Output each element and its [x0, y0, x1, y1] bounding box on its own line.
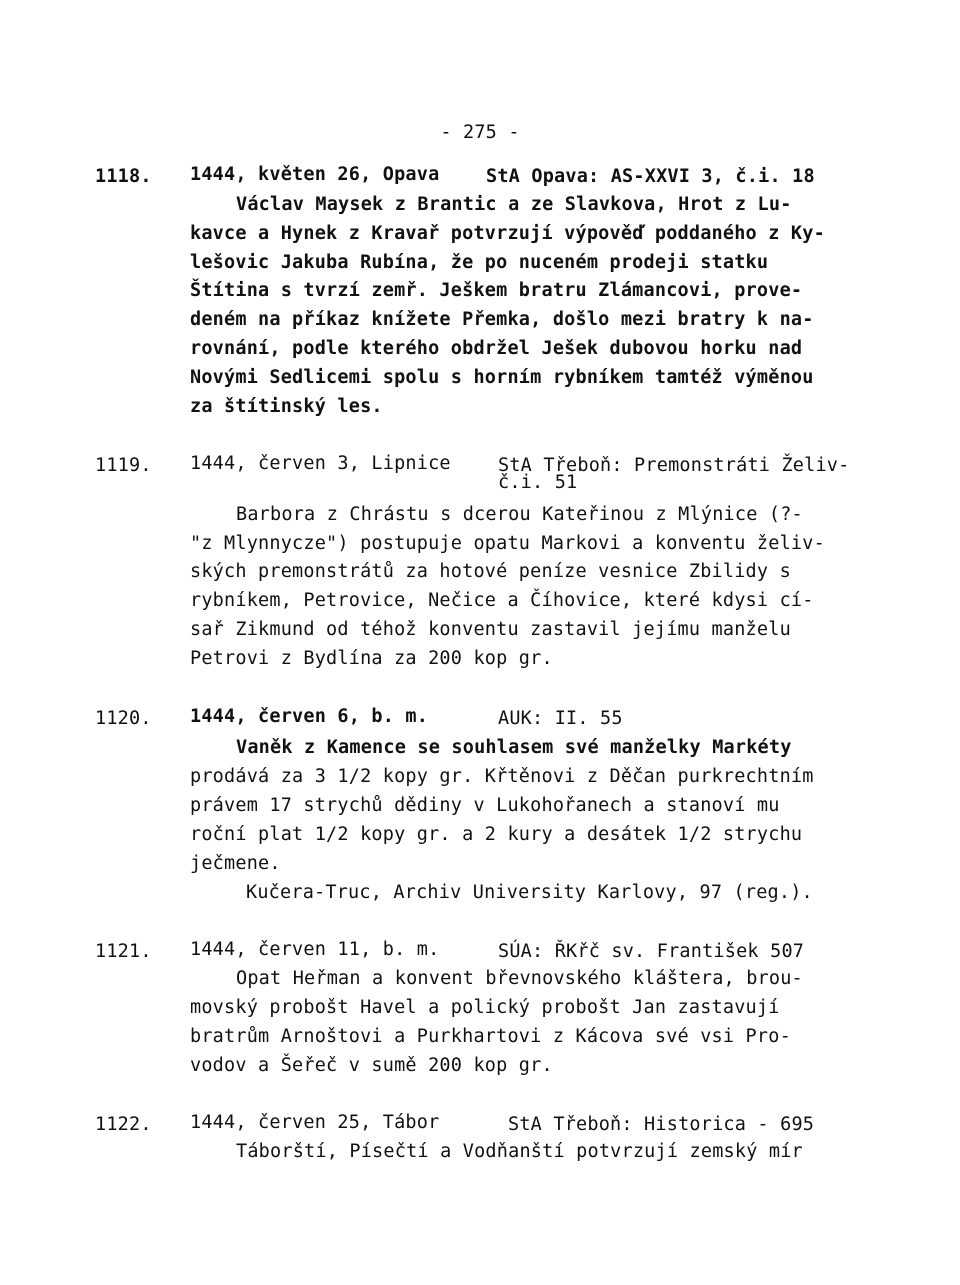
entry-date-place: 1444, červen 11, b. m. — [190, 939, 440, 960]
entry-text-line: Táborští, Písečtí a Vodňanští potvrzují zemský mír — [236, 1141, 803, 1162]
entry-text-line: Vaněk z Kamence se souhlasem své manželky Markéty — [236, 737, 792, 758]
entry-text-line: Opat Heřman a konvent břevnovského kláštera, brou- — [236, 968, 803, 989]
entry-text-line: bratrům Arnoštovi a Purkhartovi z Kácova své vsi Pro- — [190, 1026, 791, 1047]
entry-text-line: právem 17 strychů dědiny v Lukohořanech a stanoví mu — [190, 795, 780, 816]
entry-text-line: Štítina s tvrzí zemř. Ješkem bratru Zlámancovi, prove- — [190, 280, 803, 301]
entry-text-line: prodává za 3 1/2 kopy gr. Křtěnovi z Děčan purkrechtním — [190, 766, 814, 787]
entry-source: StA Opava: AS-XXVI 3, č.i. 18 — [486, 166, 815, 187]
entry-source: SÚA: ŘKřč sv. František 507 — [498, 941, 805, 962]
entry-text-line: Václav Maysek z Brantic a ze Slavkova, Hrot z Lu- — [236, 194, 792, 215]
entry-number: 1122. — [95, 1114, 152, 1135]
entry-date-place: 1444, květen 26, Opava — [190, 164, 440, 185]
entry-number: 1121. — [95, 941, 152, 962]
entry-text-line: deném na příkaz knížete Přemka, došlo mezi bratry k na- — [190, 309, 814, 330]
entry-date-place: 1444, červen 3, Lipnice — [190, 453, 451, 474]
entry-source: StA Třeboň: Historica - 695 — [508, 1114, 815, 1135]
entry-source: StA Třeboň: Premonstráti Želiv- — [498, 455, 850, 476]
entry-number: 1119. — [95, 455, 152, 476]
entry-date-place: 1444, červen 6, b. m. — [190, 706, 429, 727]
entry-text-line: Petrovi z Bydlína za 200 kop gr. — [190, 648, 553, 669]
entry-source-cont: č.i. 51 — [498, 472, 578, 493]
entry-text-line: vodov a Šeřeč v sumě 200 kop gr. — [190, 1055, 553, 1076]
entry-source: AUK: II. 55 — [498, 708, 623, 729]
entry-text-line: lešovic Jakuba Rubína, že po nuceném prodeji statku — [190, 252, 769, 273]
entry-text-line: za štítinský les. — [190, 396, 383, 417]
entry-text-line: roční plat 1/2 kopy gr. a 2 kury a desátek 1/2 strychu — [190, 824, 803, 845]
page-number: - 275 - — [440, 122, 520, 143]
entry-text-line: kavce a Hynek z Kravař potvrzují výpověď poddaného z Ky- — [190, 223, 825, 244]
entry-text-line: ských premonstrátů za hotové peníze vesnice Zbilidy s — [190, 561, 791, 582]
entry-citation: Kučera-Truc, Archiv University Karlovy, 97 (reg.). — [246, 882, 813, 903]
entry-text-line: ječmene. — [190, 853, 281, 874]
entry-text-line: rovnání, podle kterého obdržel Ješek dubovou horku nad — [190, 338, 803, 359]
entry-number: 1120. — [95, 708, 152, 729]
entry-text-line: "z Mlynnycze") postupuje opatu Markovi a konventu želiv- — [190, 533, 825, 554]
entry-text-line: movský probošt Havel a polický probošt Jan zastavují — [190, 997, 780, 1018]
entry-number: 1118. — [95, 166, 152, 187]
entry-text-line: rybníkem, Petrovice, Nečice a Číhovice, které kdysi cí- — [190, 590, 814, 611]
entry-date-place: 1444, červen 25, Tábor — [190, 1112, 440, 1133]
entry-text-line: sař Zikmund od téhož konventu zastavil jejímu manželu — [190, 619, 791, 640]
entry-text-line: Novými Sedlicemi spolu s horním rybníkem tamtéž výměnou — [190, 367, 814, 388]
entry-text-line: Barbora z Chrástu s dcerou Kateřinou z Mlýnice (?- — [236, 504, 803, 525]
